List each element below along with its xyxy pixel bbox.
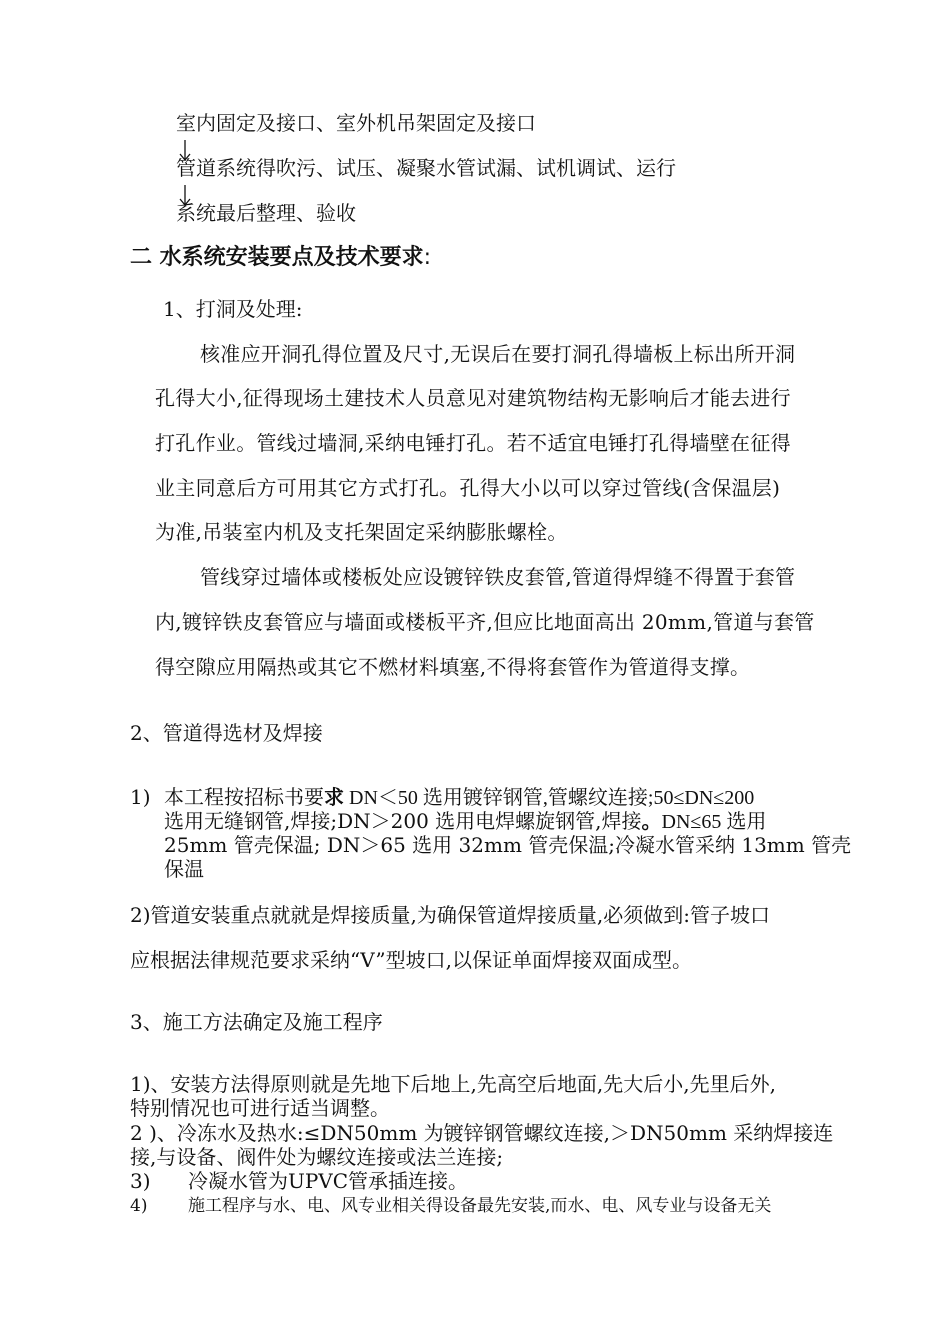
- list-item-text: DN≤65 选用: [661, 811, 767, 833]
- list-item-number: 1): [130, 785, 151, 809]
- flow-step-1: 室内固定及接口、室外机吊架固定及接口: [176, 111, 536, 135]
- paragraph-line: 核准应开洞孔得位置及尺寸,无误后在要打洞孔得墙板上标出所开洞: [200, 342, 796, 366]
- list-item-number: 3): [130, 1169, 151, 1193]
- list-item-text-bold: 求: [324, 785, 344, 809]
- list-item-line: 25mm 管壳保温; DN＞65 选用 32mm 管壳保温;冷凝水管采纳 13mm 管壳: [164, 833, 852, 857]
- list-item-number: 4): [130, 1196, 148, 1216]
- list-item-line: 特别情况也可进行适当调整。: [130, 1096, 390, 1120]
- list-item-text-bold: 。: [641, 809, 662, 833]
- list-item-line: 接,与设备、阀件处为螺纹连接或法兰连接;: [130, 1145, 504, 1169]
- list-item-line: 2 )、冷冻水及热水:≤DN50mm 为镀锌钢管螺纹连接,＞DN50mm 采纳焊接连: [130, 1121, 834, 1145]
- paragraph-line: 内,镀锌铁皮套管应与墙面或楼板平齐,但应比地面高出 20mm,管道与套管: [155, 610, 815, 634]
- list-item-line: 冷凝水管为UPVC管承插连接。: [188, 1169, 469, 1193]
- paragraph-line: 2)管道安装重点就就是焊接质量,为确保管道焊接质量,必须做到:管子坡口: [130, 903, 770, 927]
- paragraph-line: 孔得大小,征得现场土建技术人员意见对建筑物结构无影响后才能去进行: [155, 386, 791, 410]
- paragraph-line: 业主同意后方可用其它方式打孔。孔得大小以可以穿过管线(含保温层): [155, 476, 781, 500]
- section-heading-colon: :: [423, 245, 432, 270]
- subsection-title-2: 2、管道得选材及焊接: [130, 721, 323, 745]
- section-heading: [130, 246, 431, 270]
- paragraph-line: 得空隙应用隔热或其它不燃材料填塞,不得将套管作为管道得支撑。: [155, 655, 751, 679]
- list-item-line: [164, 786, 754, 809]
- list-item-line: 施工程序与水、电、风专业相关得设备最先安装,而水、电、风专业与设备无关: [188, 1196, 772, 1216]
- flow-step-3: 系统最后整理、验收: [176, 201, 356, 225]
- list-item-text: 本工程按招标书要: [164, 785, 324, 809]
- paragraph-line: 管线穿过墙体或楼板处应设镀锌铁皮套管,管道得焊缝不得置于套管: [200, 565, 796, 589]
- paragraph-line: 应根据法律规范要求采纳“V”型坡口,以保证单面焊接双面成型。: [130, 948, 692, 972]
- paragraph-line: 打孔作业。管线过墙洞,采纳电锤打孔。若不适宜电锤打孔得墙壁在征得: [155, 431, 791, 455]
- list-item-line: 1)、安装方法得原则就是先地下后地上,先高空后地面,先大后小,先里后外,: [130, 1072, 776, 1096]
- flow-step-2: 管道系统得吹污、试压、凝聚水管试漏、试机调试、运行: [176, 156, 676, 180]
- list-item-line: 保温: [164, 857, 204, 881]
- subsection-title-3: 3、施工方法确定及施工程序: [130, 1010, 383, 1034]
- section-heading-text: 二 水系统安装要点及技术要求: [130, 245, 424, 270]
- paragraph-line: 为准,吊装室内机及支托架固定采纳膨胀螺栓。: [155, 520, 568, 544]
- list-item-line: [164, 810, 766, 833]
- list-item-text: DN＜50 选用镀锌钢管,管螺纹连接;50≤DN≤200: [344, 787, 755, 809]
- subsection-title-1: 1、打洞及处理:: [163, 297, 303, 321]
- list-item-text: 选用无缝钢管,焊接;DN＞200 选用电焊螺旋钢管,焊接: [164, 809, 642, 833]
